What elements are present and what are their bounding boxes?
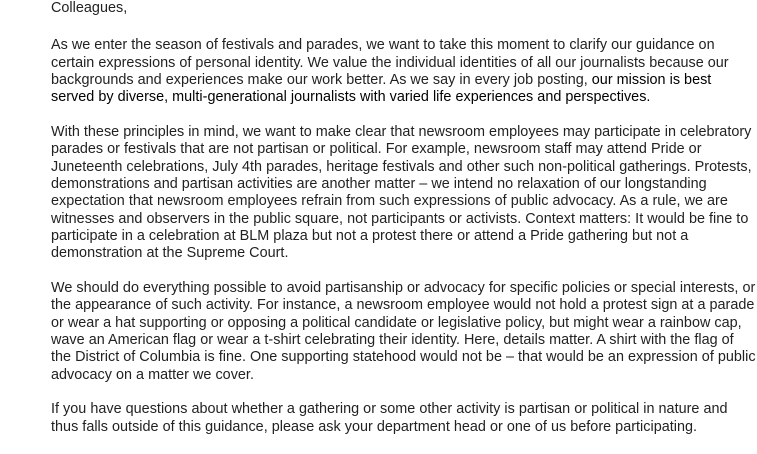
memo-paragraph-4: If you have questions about whether a gathering or some other activity is partisan or political in nature and thus falls outside of this guidance, please ask your department head or one of us before participating.	[51, 401, 728, 435]
memo-document	[51, 0, 757, 454]
memo-paragraph-2: With these principles in mind, we want to make clear that newsroom employees may participate in celebratory parades or festivals that are not partisan or political. For example, newsroom staff may attend Pride or Juneteenth celebrations, July 4th parades, heritage festivals and other such non-political gatherings. Protests, demonstrations and partisan activities are another matter – we intend no relaxation of our longstanding expectation that newsroom employees refrain from such expressions of public advocacy. As a rule, we are witnesses and observers in the public square, not participants or activists. Context matters: It would be fine to participate in a celebration at BLM plaza but not a protest there or attend a Pride gathering but not a demonstration at the Supreme Court.	[51, 124, 752, 262]
memo-paragraph-1	[51, 37, 757, 106]
memo-greeting: Colleagues,	[51, 0, 128, 16]
memo-paragraph-3: We should do everything possible to avoid partisanship or advocacy for specific policies or special interests, or the appearance of such activity. For instance, a newsroom employee would not hold a protest sign at a parade or wear a hat supporting or opposing a political candidate or legislative policy, but might wear a rainbow cap, wave an American flag or wear a t-shirt celebrating their identity. Here, details matter. A shirt with the flag of the District of Columbia is fine. One supporting statehood would not be – that would be an expression of public advocacy on a matter we cover.	[51, 280, 756, 383]
mission-statement-highlight: our mission is best served by diverse, multi-generational journalists with varied life experiences and perspectives.	[51, 71, 712, 106]
memo-paragraph-1-text: As we enter the season of festivals and parades, we want to take this moment to clarify our guidance on certain expressions of personal identity. We value the individual identities of all our journalists because our backgrounds and experiences make our work better. As we say in every job posting,	[51, 37, 729, 88]
